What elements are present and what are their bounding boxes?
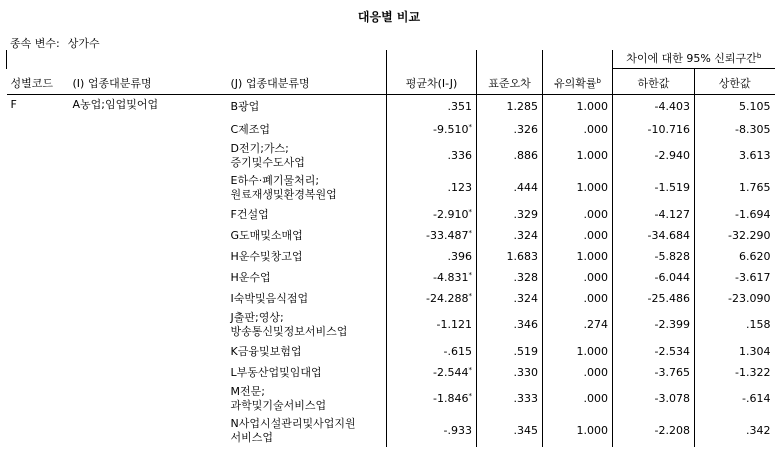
table-row bbox=[7, 172, 775, 204]
table-title: 대응별 비교 bbox=[357, 10, 421, 24]
lower-cell: -4.127 bbox=[613, 204, 695, 225]
std-err-cell: .444 bbox=[477, 172, 543, 204]
std-err-cell: .324 bbox=[477, 288, 543, 309]
table-row bbox=[7, 362, 775, 383]
dependent-value: 상가수 bbox=[67, 37, 100, 50]
lower-cell: -2.534 bbox=[613, 341, 695, 362]
table-row bbox=[7, 341, 775, 362]
lower-cell: -4.403 bbox=[613, 95, 695, 120]
group-j-cell: M전문; 과학및기술서비스업 bbox=[230, 385, 327, 412]
upper-cell: .158 bbox=[695, 309, 775, 341]
upper-cell: 1.304 bbox=[695, 341, 775, 362]
sig-cell: 1.000 bbox=[543, 246, 613, 267]
sig-cell: 1.000 bbox=[543, 140, 613, 172]
header-upper: 상한값 bbox=[695, 69, 775, 95]
lower-cell: -2.399 bbox=[613, 309, 695, 341]
std-err-cell: .329 bbox=[477, 204, 543, 225]
table-row bbox=[7, 204, 775, 225]
group-j-cell: N사업시설관리및사업지원 서비스업 bbox=[230, 417, 356, 444]
lower-cell: -6.044 bbox=[613, 267, 695, 288]
upper-cell: 5.105 bbox=[695, 95, 775, 120]
lower-cell: -2.940 bbox=[613, 140, 695, 172]
group-j-cell: K금융및보험업 bbox=[230, 344, 302, 358]
table-row bbox=[7, 246, 775, 267]
group-j-cell: H운수및창고업 bbox=[230, 249, 303, 263]
dependent-variable bbox=[10, 35, 108, 51]
group-j-cell: H운수업 bbox=[230, 270, 271, 284]
mean-diff-cell: -2.910* bbox=[387, 204, 477, 225]
table-row bbox=[7, 119, 775, 140]
std-err-cell: .330 bbox=[477, 362, 543, 383]
lower-cell: -1.519 bbox=[613, 172, 695, 204]
upper-cell: .342 bbox=[695, 415, 775, 447]
mean-diff-cell: -1.846* bbox=[387, 383, 477, 415]
std-err-cell: .346 bbox=[477, 309, 543, 341]
gender-code-cell: F bbox=[10, 98, 17, 111]
table-row bbox=[7, 288, 775, 309]
std-err-cell: .326 bbox=[477, 119, 543, 140]
upper-cell: -1.694 bbox=[695, 204, 775, 225]
sig-cell: 1.000 bbox=[543, 95, 613, 120]
lower-cell: -34.684 bbox=[613, 225, 695, 246]
group-j-cell: B광업 bbox=[230, 100, 260, 113]
mean-diff-cell: .336 bbox=[387, 140, 477, 172]
sig-cell: 1.000 bbox=[543, 172, 613, 204]
lower-cell: -5.828 bbox=[613, 246, 695, 267]
header-mean-diff: 평균차(I-J) bbox=[387, 69, 477, 95]
group-j-cell: G도매및소매업 bbox=[230, 228, 303, 242]
ci-header: 차이에 대한 95% 신뢰구간$^b$ bbox=[613, 50, 775, 69]
upper-cell: 6.620 bbox=[695, 246, 775, 267]
group-j-cell: J출판;영상; 방송통신및정보서비스업 bbox=[230, 311, 348, 338]
group-j-cell: D전기;가스; 증기및수도사업 bbox=[230, 142, 305, 169]
mean-diff-cell: .396 bbox=[387, 246, 477, 267]
mean-diff-cell: .351 bbox=[387, 95, 477, 120]
std-err-cell: 1.683 bbox=[477, 246, 543, 267]
group-j-cell: E하수·폐기물처리; 원료재생및환경복원업 bbox=[230, 174, 337, 201]
table-row bbox=[7, 415, 775, 447]
group-j-cell: F건설업 bbox=[230, 207, 269, 221]
std-err-cell: .324 bbox=[477, 225, 543, 246]
table-row bbox=[7, 95, 775, 120]
mean-diff-cell: -.933 bbox=[387, 415, 477, 447]
mean-diff-cell: -4.831* bbox=[387, 267, 477, 288]
mean-diff-cell: -24.288* bbox=[387, 288, 477, 309]
std-err-cell: .519 bbox=[477, 341, 543, 362]
table-row bbox=[7, 309, 775, 341]
upper-cell: 1.765 bbox=[695, 172, 775, 204]
table-row bbox=[7, 383, 775, 415]
std-err-cell: .333 bbox=[477, 383, 543, 415]
sig-cell: .000 bbox=[543, 362, 613, 383]
group-j-cell: C제조업 bbox=[230, 122, 271, 136]
mean-diff-cell: -9.510* bbox=[387, 119, 477, 140]
table-row bbox=[7, 267, 775, 288]
sig-cell: .000 bbox=[543, 267, 613, 288]
group-j-cell: L부동산업및임대업 bbox=[230, 365, 322, 379]
mean-diff-cell: -2.544* bbox=[387, 362, 477, 383]
std-err-cell: 1.285 bbox=[477, 95, 543, 120]
table-row bbox=[7, 140, 775, 172]
upper-cell: -32.290 bbox=[695, 225, 775, 246]
mean-diff-cell: .123 bbox=[387, 172, 477, 204]
sig-cell: 1.000 bbox=[543, 415, 613, 447]
upper-cell: 3.613 bbox=[695, 140, 775, 172]
sig-cell: .000 bbox=[543, 204, 613, 225]
sig-cell: .000 bbox=[543, 288, 613, 309]
sig-cell: .000 bbox=[543, 383, 613, 415]
sig-cell: 1.000 bbox=[543, 341, 613, 362]
std-err-cell: .886 bbox=[477, 140, 543, 172]
sig-cell: .274 bbox=[543, 309, 613, 341]
pairwise-comparison-table bbox=[6, 50, 775, 447]
mean-diff-cell: -.615 bbox=[387, 341, 477, 362]
upper-cell: -.614 bbox=[695, 383, 775, 415]
mean-diff-cell: -33.487* bbox=[387, 225, 477, 246]
upper-cell: -1.322 bbox=[695, 362, 775, 383]
table-row bbox=[7, 225, 775, 246]
group-i-cell: A농업;임업및어업 bbox=[72, 98, 159, 111]
lower-cell: -3.078 bbox=[613, 383, 695, 415]
upper-cell: -8.305 bbox=[695, 119, 775, 140]
mean-diff-cell: -1.121 bbox=[387, 309, 477, 341]
upper-cell: -3.617 bbox=[695, 267, 775, 288]
std-err-cell: .328 bbox=[477, 267, 543, 288]
upper-cell: -23.090 bbox=[695, 288, 775, 309]
lower-cell: -10.716 bbox=[613, 119, 695, 140]
lower-cell: -3.765 bbox=[613, 362, 695, 383]
header-group-i: (I) 업종대분류명 bbox=[69, 69, 227, 95]
std-err-cell: .345 bbox=[477, 415, 543, 447]
sig-cell: .000 bbox=[543, 119, 613, 140]
sig-cell: .000 bbox=[543, 225, 613, 246]
header-lower: 하한값 bbox=[613, 69, 695, 95]
header-gender-code: 성별코드 bbox=[7, 69, 69, 95]
dependent-label: 종속 변수: bbox=[10, 37, 60, 50]
header-std-err: 표준오차 bbox=[477, 69, 543, 95]
header-group-j: (J) 업종대분류명 bbox=[227, 69, 387, 95]
lower-cell: -25.486 bbox=[613, 288, 695, 309]
lower-cell: -2.208 bbox=[613, 415, 695, 447]
header-sig: 유의확률$^b$ bbox=[543, 69, 613, 95]
group-j-cell: I숙박및음식점업 bbox=[230, 291, 309, 305]
